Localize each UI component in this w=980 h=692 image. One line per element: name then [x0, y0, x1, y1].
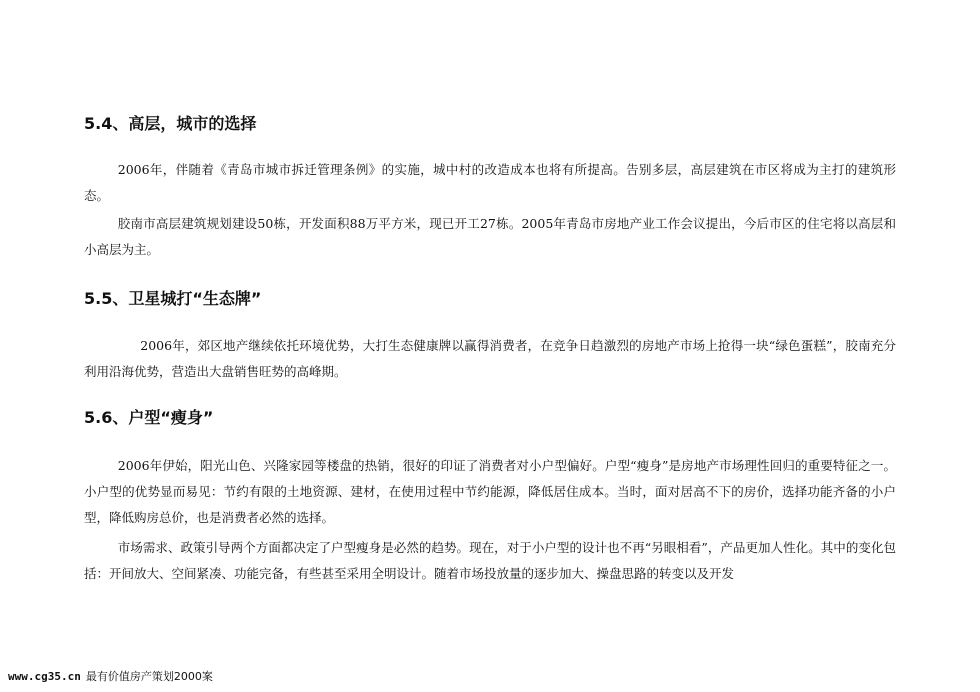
section-heading-5-6: 5.6、户型“瘦身” — [84, 408, 214, 427]
section-heading-5-5: 5.5、卫星城打“生态牌” — [84, 289, 262, 308]
section-5-5-paragraph-1: 2006年，郊区地产继续依托环境优势，大打生态健康牌以赢得消费者，在竞争日趋激烈的房地产市场上抢得一块“绿色蛋糕”，胶南充分利用沿海优势，营造出大盘销售旺势的高峰期。 — [84, 338, 896, 379]
section-5-6-paragraph-2: 市场需求、政策引导两个方面都决定了户型瘦身是必然的趋势。现在，对于小户型的设计也不再“另眼相看”，产品更加人性化。其中的变化包括：开间放大、空间紧凑、功能完备，有些甚至采用全明设计。随着市场投放量的逐步加大、操盘思路的转变以及开发 — [84, 540, 896, 581]
section-5-6-paragraph-1: 2006年伊始，阳光山色、兴隆家园等楼盘的热销，很好的印证了消费者对小户型偏好。户型“瘦身”是房地产市场理性回归的重要特征之一。小户型的优势显而易见：节约有限的土地资源、建材，在使用过程中节约能源，降低居住成本。当时，面对居高不下的房价，选择功能齐备的小户型，降低购房总价，也是消费者必然的选择。 — [84, 458, 896, 525]
footer — [8, 669, 213, 685]
section-5-4-paragraph-2: 胶南市高层建筑规划建设50栋，开发面积88万平方米，现已开工27栋。2005年青岛市房地产业工作会议提出，今后市区的住宅将以高层和小高层为主。 — [84, 216, 896, 257]
section-5-4-paragraph-1: 2006年，伴随着《青岛市城市拆迁管理条例》的实施，城中村的改造成本也将有所提高。告别多层，高层建筑在市区将成为主打的建筑形态。 — [84, 162, 896, 203]
footer-url-link[interactable]: www.cg35.cn — [8, 670, 81, 683]
section-heading-5-4: 5.4、高层，城市的选择 — [84, 114, 257, 133]
footer-slogan: 最有价值房产策划2000案 — [85, 670, 213, 683]
